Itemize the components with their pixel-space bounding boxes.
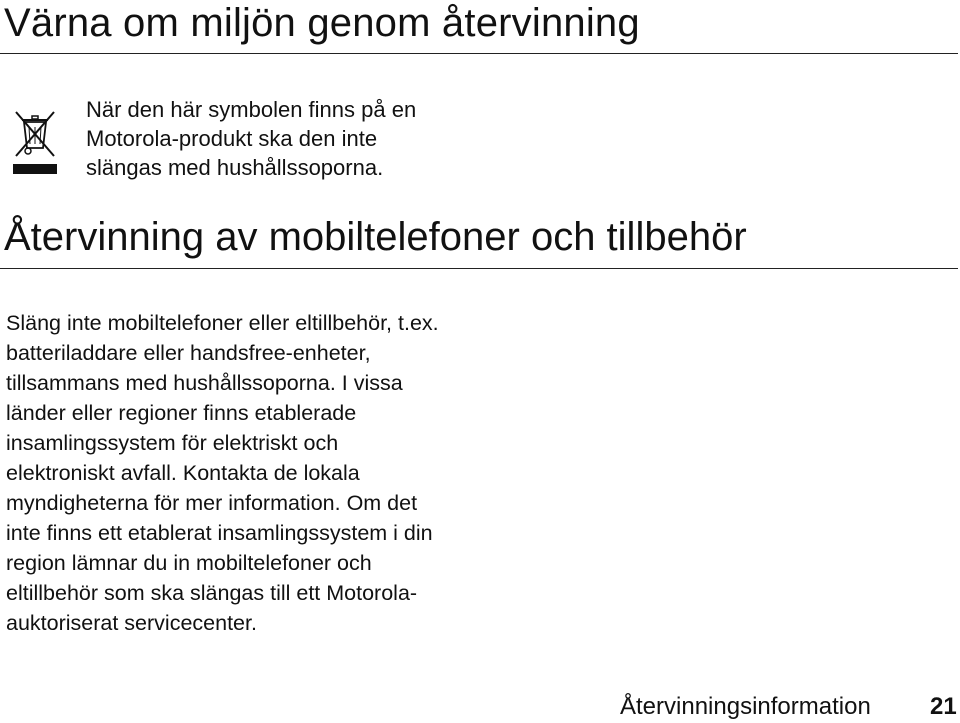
symbol-note-line: Motorola-produkt ska den inte [86,126,378,151]
symbol-note-line: slängas med hushållssoporna. [86,155,384,180]
body-line: elektroniskt avfall. Kontakta de lokala [6,461,360,485]
body-line: region lämnar du in mobiltelefoner och [6,551,372,575]
symbol-note-line: När den här symbolen finns på en [86,97,417,122]
crossed-out-wheelie-bin-icon [12,110,58,176]
body-line: länder eller regioner finns etablerade [6,401,357,425]
body-line: inte finns ett etablerat insamlingssystem i din [6,521,433,545]
section-divider [0,268,958,269]
symbol-note [86,95,416,182]
section-heading: Återvinning av mobiltelefoner och tillbehör [4,215,747,259]
body-line: Släng inte mobiltelefoner eller eltillbehör, t.ex. [6,311,439,335]
body-paragraph [6,308,439,638]
body-line: insamlingssystem för elektriskt och [6,431,339,455]
heading-divider [0,53,958,54]
page-number: 21 [930,693,957,720]
body-line: eltillbehör som ska slängas till ett Motorola- [6,581,418,605]
body-line: auktoriserat servicecenter. [6,611,257,635]
main-heading: Värna om miljön genom återvinning [4,1,640,45]
body-line: myndigheterna för mer information. Om det [6,491,418,515]
body-line: tillsammans med hushållssoporna. I vissa [6,371,403,395]
body-line: batteriladdare eller handsfree-enheter, [6,341,371,365]
footer-section-title: Återvinningsinformation [620,693,871,720]
